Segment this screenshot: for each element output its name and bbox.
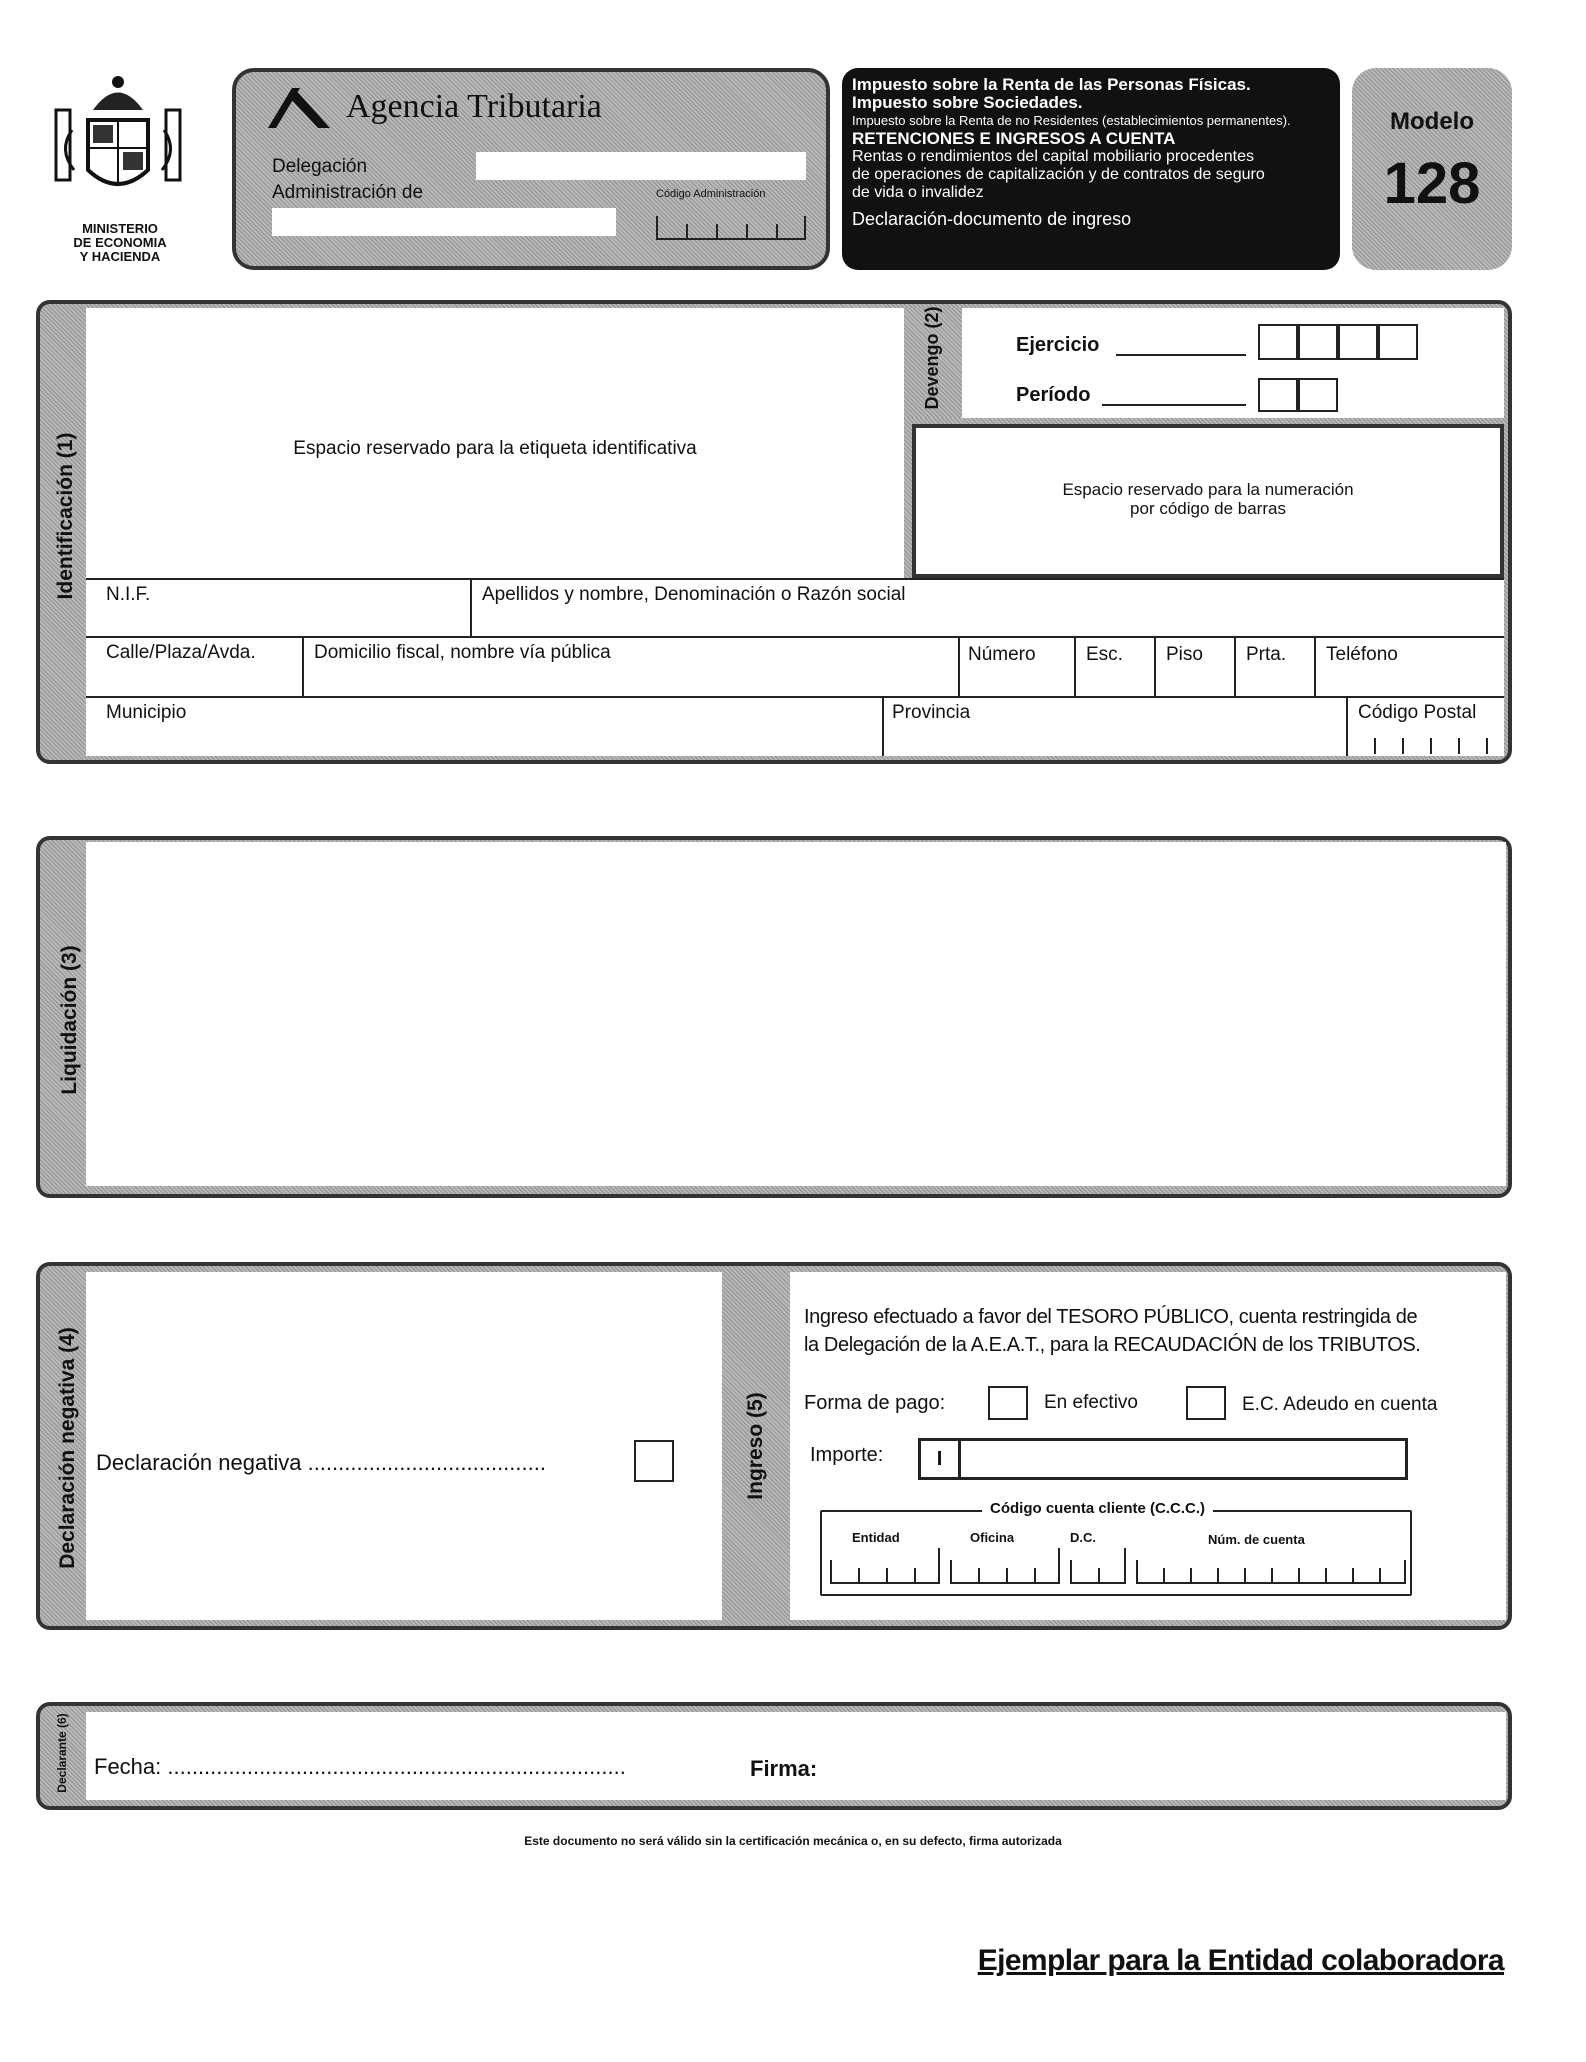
administracion-label: Administración de xyxy=(272,182,424,203)
delegacion-label: Delegación xyxy=(272,156,368,177)
declarante-section-label: Declarante (6) xyxy=(55,1713,69,1793)
copy-designation: Ejemplar para la Entidad colaboradora xyxy=(977,1944,1504,1977)
forma-pago-label: Forma de pago: xyxy=(804,1392,946,1414)
tax-line-rentas-2: de operaciones de capitalización y de contratos de seguro xyxy=(852,166,1265,183)
coat-of-arms-logo xyxy=(48,70,188,210)
periodo-line xyxy=(1102,404,1246,406)
tax-line-rentas-1: Rentas o rendimientos del capital mobiliario procedentes xyxy=(852,148,1254,165)
num-cuenta-label: Núm. de cuenta xyxy=(1208,1532,1305,1547)
ejercicio-digit-4[interactable] xyxy=(1378,324,1418,360)
codigo-postal-field[interactable] xyxy=(1346,696,1504,756)
apellidos-label: Apellidos y nombre, Denominación o Razón social xyxy=(482,584,906,605)
prta-field[interactable] xyxy=(1234,636,1314,696)
ingreso-text-1: Ingreso efectuado a favor del TESORO PÚBLICO, cuenta restringida de xyxy=(804,1306,1418,1328)
ccc-entidad-field[interactable] xyxy=(830,1562,940,1584)
tax-description-box xyxy=(842,68,1340,270)
domicilio-field[interactable] xyxy=(302,636,958,696)
agency-name: Agencia Tributaria xyxy=(346,88,602,125)
numero-field[interactable] xyxy=(958,636,1074,696)
declaracion-negativa-section-label: Declaración negativa (4) xyxy=(56,1327,79,1569)
ejercicio-label: Ejercicio xyxy=(1016,334,1100,356)
ccc-oficina-field[interactable] xyxy=(950,1562,1060,1584)
ingreso-text-2: la Delegación de la A.E.A.T., para la RECAUDACIÓN de los TRIBUTOS. xyxy=(804,1334,1421,1356)
piso-field[interactable] xyxy=(1154,636,1234,696)
adeudo-checkbox[interactable] xyxy=(1186,1386,1226,1420)
modelo-number: 128 xyxy=(1383,151,1481,216)
modelo-label: Modelo xyxy=(1390,108,1474,135)
efectivo-label: En efectivo xyxy=(1044,1392,1138,1413)
numero-label: Número xyxy=(968,644,1036,665)
barcode-text: Espacio reservado para la numeración por código de barras xyxy=(1062,480,1354,518)
importe-label: Importe: xyxy=(810,1444,884,1466)
ccc-title: Código cuenta cliente (C.C.C.) xyxy=(982,1500,1213,1517)
municipio-label: Municipio xyxy=(106,702,187,723)
barcode-area xyxy=(912,424,1504,578)
agency-header-box xyxy=(232,68,830,270)
ejercicio-digit-3[interactable] xyxy=(1338,324,1378,360)
declarante-area xyxy=(86,1712,1506,1800)
liquidacion-section-label: Liquidación (3) xyxy=(58,945,81,1095)
tax-line-sociedades: Impuesto sobre Sociedades. xyxy=(852,93,1083,112)
municipio-field[interactable] xyxy=(86,696,882,756)
administracion-field[interactable] xyxy=(272,208,616,236)
ejercicio-line xyxy=(1116,354,1246,356)
firma-label: Firma: xyxy=(750,1756,818,1781)
declaracion-negativa-area xyxy=(86,1272,722,1620)
validity-note: Este documento no será válido sin la certificación mecánica o, en su defecto, firma autorizada xyxy=(524,1834,1062,1848)
adeudo-label: E.C. Adeudo en cuenta xyxy=(1242,1394,1438,1415)
domicilio-label: Domicilio fiscal, nombre vía pública xyxy=(314,642,611,663)
etiqueta-area xyxy=(86,308,904,578)
dc-label: D.C. xyxy=(1070,1530,1096,1545)
codigo-administracion-field[interactable] xyxy=(656,218,806,240)
tax-line-irpf: Impuesto sobre la Renta de las Personas Físicas. xyxy=(852,75,1251,94)
codigo-postal-label: Código Postal xyxy=(1358,702,1477,723)
liquidacion-area xyxy=(86,842,1506,1186)
nif-field[interactable] xyxy=(86,578,470,636)
codigo-postal-ticks xyxy=(1354,738,1504,754)
telefono-label: Teléfono xyxy=(1326,644,1398,665)
declaracion-negativa-checkbox[interactable] xyxy=(634,1440,674,1482)
apellidos-field[interactable] xyxy=(470,578,1504,636)
ccc-dc-field[interactable] xyxy=(1070,1562,1126,1584)
importe-field[interactable] xyxy=(918,1438,1408,1480)
nif-label: N.I.F. xyxy=(106,584,151,605)
devengo-strip xyxy=(904,308,962,418)
tax-line-irnr: Impuesto sobre la Renta de no Residentes (establecimientos permanentes). xyxy=(852,113,1291,128)
provincia-label: Provincia xyxy=(892,702,971,723)
esc-label: Esc. xyxy=(1086,644,1123,665)
ccc-frame xyxy=(820,1500,1412,1596)
calle-field[interactable] xyxy=(86,636,302,696)
etiqueta-text: Espacio reservado para la etiqueta identificativa xyxy=(293,438,697,459)
periodo-digit-1[interactable] xyxy=(1258,378,1298,412)
piso-label: Piso xyxy=(1166,644,1203,665)
delegacion-field[interactable] xyxy=(476,152,806,180)
ccc-cuenta-field[interactable] xyxy=(1136,1562,1406,1584)
ejercicio-digit-1[interactable] xyxy=(1258,324,1298,360)
codigo-administracion-label: Código Administración xyxy=(656,188,766,200)
calle-label: Calle/Plaza/Avda. xyxy=(106,642,256,663)
tax-line-rentas-3: de vida o invalidez xyxy=(852,184,984,201)
efectivo-checkbox[interactable] xyxy=(988,1386,1028,1420)
ejercicio-digit-2[interactable] xyxy=(1298,324,1338,360)
tax-line-documento: Declaración-documento de ingreso xyxy=(852,209,1132,229)
oficina-label: Oficina xyxy=(970,1530,1015,1545)
importe-prefix: I xyxy=(921,1441,961,1477)
declaracion-negativa-text: Declaración negativa ....................................... xyxy=(96,1450,546,1475)
tax-line-retenciones: RETENCIONES E INGRESOS A CUENTA xyxy=(852,129,1176,148)
fecha-label: Fecha: xyxy=(94,1754,162,1779)
ingreso-area xyxy=(790,1272,1506,1620)
identificacion-section-label: Identificación (1) xyxy=(54,432,77,600)
ingreso-strip xyxy=(722,1266,790,1626)
agency-logo-icon xyxy=(264,84,334,134)
modelo-box xyxy=(1352,68,1512,270)
entidad-label: Entidad xyxy=(852,1530,900,1545)
fecha-field[interactable]: Fecha: ........................................................................... xyxy=(94,1754,626,1779)
devengo-section-label: Devengo (2) xyxy=(922,306,942,410)
provincia-field[interactable] xyxy=(882,696,1346,756)
ministry-name: MINISTERIO DE ECONOMIA Y HACIENDA xyxy=(73,221,167,264)
periodo-label: Período xyxy=(1016,384,1091,406)
periodo-digit-2[interactable] xyxy=(1298,378,1338,412)
esc-field[interactable] xyxy=(1074,636,1154,696)
prta-label: Prta. xyxy=(1246,644,1287,665)
ingreso-section-label: Ingreso (5) xyxy=(744,1392,767,1500)
devengo-box xyxy=(962,308,1504,418)
telefono-field[interactable] xyxy=(1314,636,1504,696)
